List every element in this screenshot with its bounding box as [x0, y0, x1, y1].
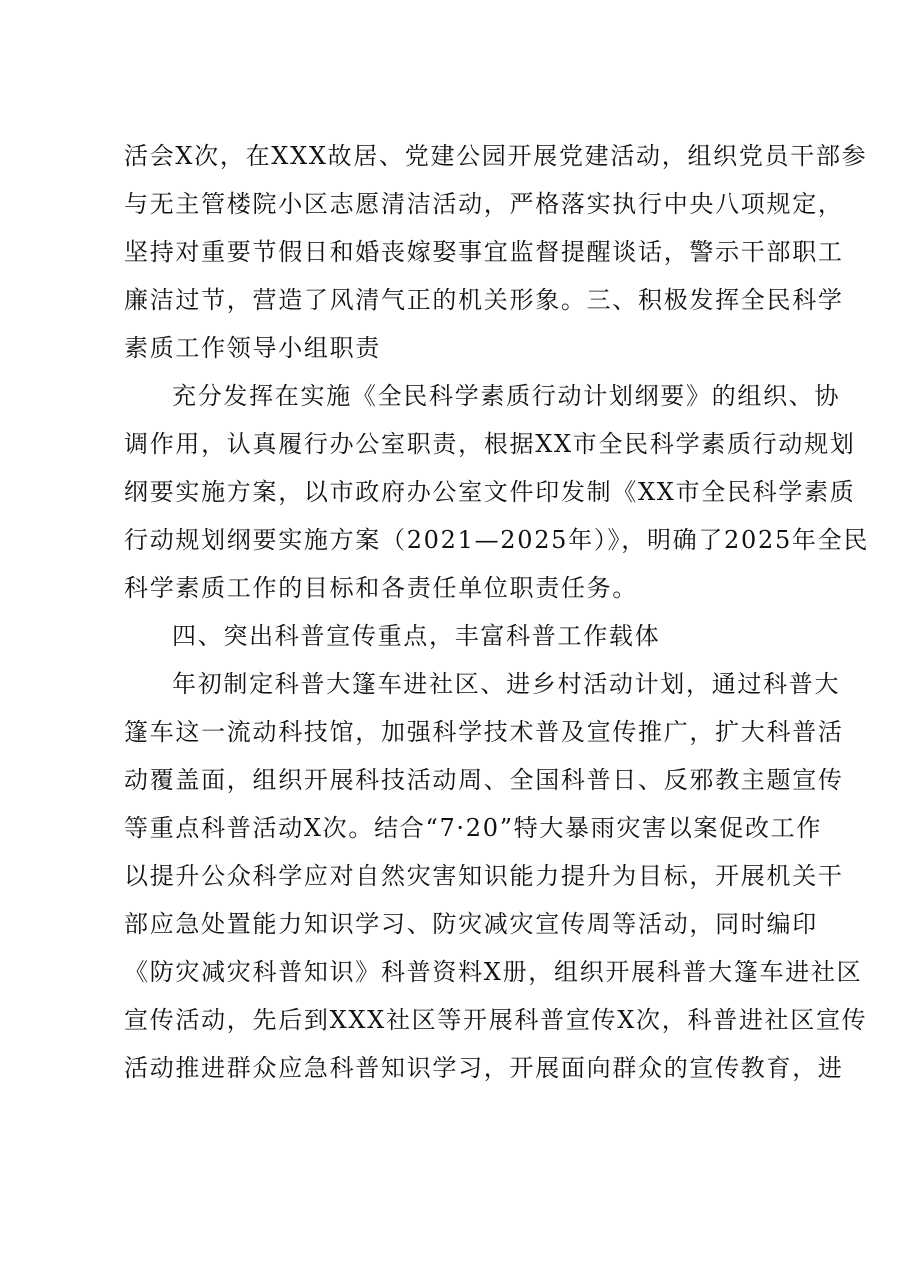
- paragraph-first-line: 充分发挥在实施《全民科学素质行动计划纲要》的组织、协: [172, 382, 841, 410]
- text-line: 纲要实施方案，以市政府办公室文件印发制《XX市全民科学素质: [124, 478, 856, 506]
- text-line: 调作用，认真履行办公室职责，根据XX市全民科学素质行动规划: [124, 430, 856, 458]
- text-line: 廉洁过节，营造了风清气正的机关形象。三、积极发挥全民科学: [124, 286, 844, 314]
- text-line: 宣传活动，先后到XXX社区等开展科普宣传X次，科普进社区宣传: [124, 1006, 868, 1034]
- document-body: [124, 132, 870, 1092]
- section-heading: 四、突出科普宣传重点，丰富科普工作载体: [172, 622, 661, 650]
- text-line: 动覆盖面，组织开展科技活动周、全国科普日、反邪教主题宣传: [124, 766, 844, 794]
- text-line: 素质工作领导小组职责: [124, 334, 381, 362]
- text-line: 科学素质工作的目标和各责任单位职责任务。: [124, 574, 638, 602]
- text-line: 行动规划纲要实施方案（2021—2025年）》，明确了2025年全民: [124, 526, 870, 554]
- text-line: 活动推进群众应急科普知识学习，开展面向群众的宣传教育，进: [124, 1054, 844, 1082]
- text-line: 坚持对重要节假日和婚丧嫁娶事宜监督提醒谈话，警示干部职工: [124, 238, 844, 266]
- text-line: 篷车这一流动科技馆，加强科学技术普及宣传推广，扩大科普活: [124, 718, 844, 746]
- text-line: 部应急处置能力知识学习、防灾减灾宣传周等活动，同时编印: [124, 910, 818, 938]
- text-line: 等重点科普活动X次。结合“7·20”特大暴雨灾害以案促改工作: [124, 814, 823, 842]
- text-line: 与无主管楼院小区志愿清洁活动，严格落实执行中央八项规定，: [124, 190, 844, 218]
- text-line: 《防灾减灾科普知识》科普资料X册，组织开展科普大篷车进社区: [124, 958, 863, 986]
- text-line: 以提升公众科学应对自然灾害知识能力提升为目标，开展机关干: [124, 862, 844, 890]
- text-line: 活会X次，在XXX故居、党建公园开展党建活动，组织党员干部参: [124, 142, 868, 170]
- paragraph-first-line: 年初制定科普大篷车进社区、进乡村活动计划，通过科普大: [172, 670, 841, 698]
